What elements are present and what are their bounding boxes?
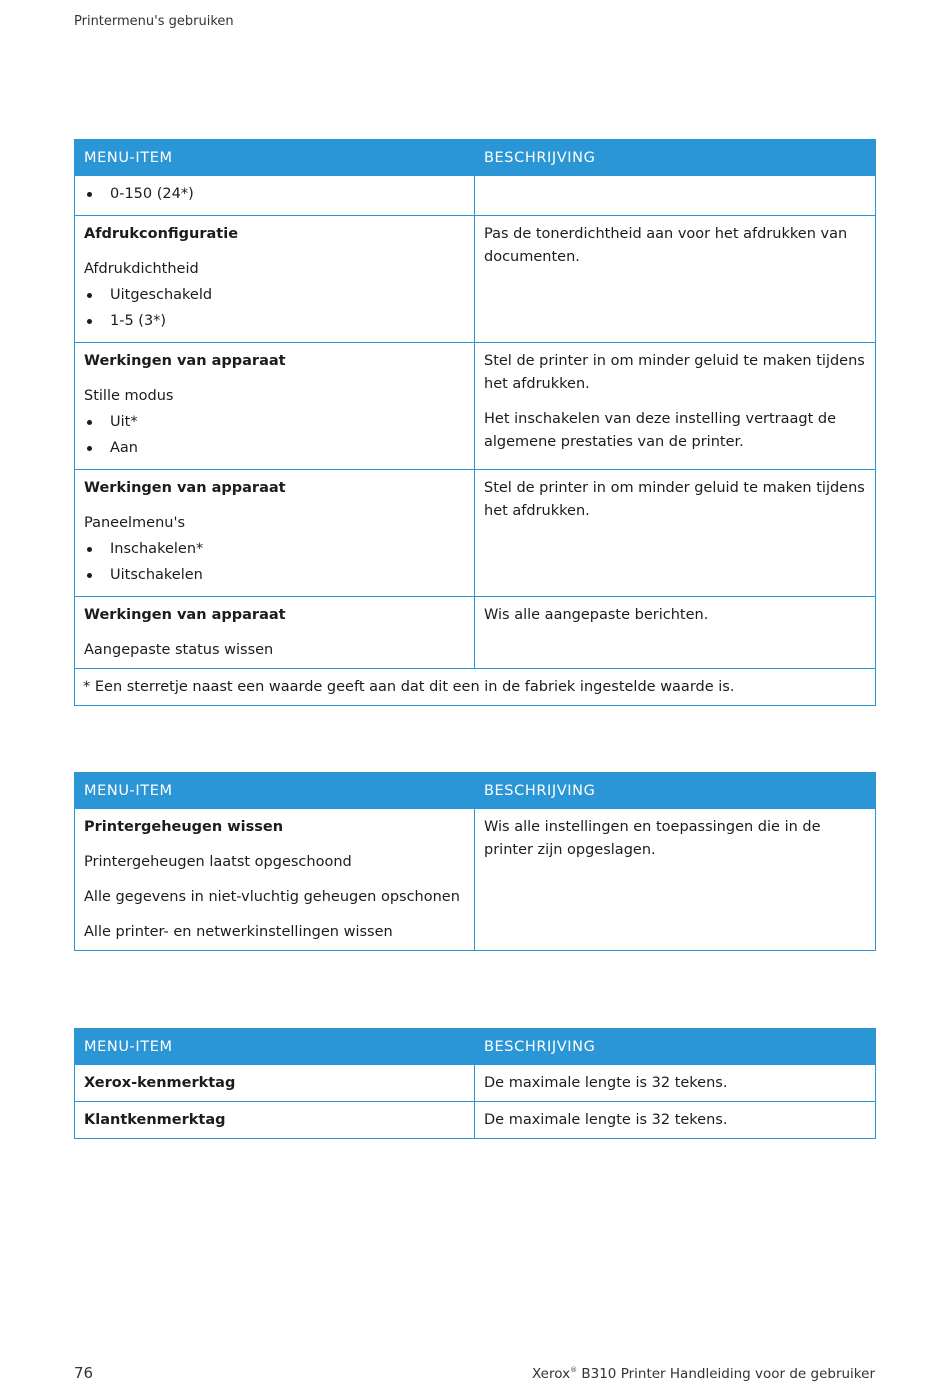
registered-mark: ®	[570, 1366, 578, 1374]
option-item: Uit*	[84, 411, 465, 434]
column-header-menu-item: MENU-ITEM	[75, 140, 475, 176]
running-header: Printermenu's gebruiken	[74, 14, 234, 29]
menu-item-title: Afdrukconfiguratie	[84, 226, 239, 242]
menu-item-subtitle: Afdrukdichtheid	[84, 261, 199, 277]
option-item: 0-150 (24*)	[84, 183, 465, 206]
description-text: Wis alle aangepaste berichten.	[484, 607, 709, 623]
table-footnote: * Een sterretje naast een waarde geeft aan dat dit een in de fabriek ingestelde waarde is.	[75, 669, 876, 706]
option-list	[84, 538, 465, 587]
column-header-menu-item: MENU-ITEM	[75, 1029, 475, 1065]
column-header-description: BESCHRIJVING	[475, 1029, 876, 1065]
description-text: Wis alle instellingen en toepassingen die in de printer zijn opgeslagen.	[484, 819, 821, 858]
option-item: Inschakelen*	[84, 538, 465, 561]
menu-item-subtitle: Printergeheugen laatst opgeschoond	[84, 854, 352, 870]
option-item: Aan	[84, 437, 465, 460]
table-row	[75, 809, 876, 951]
description-cell	[475, 176, 876, 216]
menu-item-subtitle: Alle printer- en netwerkinstellingen wissen	[84, 924, 393, 940]
description-text: Stel de printer in om minder geluid te maken tijdens het afdrukken.	[484, 480, 865, 519]
description-cell	[475, 809, 876, 951]
menu-item-cell	[75, 216, 475, 343]
table-row	[75, 343, 876, 470]
option-item: 1-5 (3*)	[84, 310, 465, 333]
menu-item-cell	[75, 1102, 475, 1139]
menu-table-asset-tags	[74, 1028, 876, 1139]
menu-item-title: Klantkenmerktag	[84, 1112, 226, 1128]
description-cell	[475, 343, 876, 470]
option-item: Uitgeschakeld	[84, 284, 465, 307]
table-row	[75, 1102, 876, 1139]
menu-item-subtitle: Stille modus	[84, 388, 174, 404]
column-header-description: BESCHRIJVING	[475, 140, 876, 176]
menu-item-cell	[75, 1065, 475, 1102]
menu-item-subtitle: Alle gegevens in niet-vluchtig geheugen opschonen	[84, 889, 460, 905]
table-row	[75, 1065, 876, 1102]
description-text: Stel de printer in om minder geluid te maken tijdens het afdrukken.	[484, 353, 865, 392]
table-footnote-row	[75, 669, 876, 706]
description-text: Pas de tonerdichtheid aan voor het afdrukken van documenten.	[484, 226, 848, 265]
menu-item-cell	[75, 176, 475, 216]
description-text: De maximale lengte is 32 tekens.	[484, 1075, 728, 1091]
menu-item-cell	[75, 597, 475, 669]
description-cell	[475, 1102, 876, 1139]
column-header-description: BESCHRIJVING	[475, 773, 876, 809]
table-header-row	[75, 1029, 876, 1065]
footer-document-title	[532, 1366, 875, 1382]
table-row	[75, 470, 876, 597]
menu-item-title: Werkingen van apparaat	[84, 607, 286, 623]
table-header-row	[75, 140, 876, 176]
page-number: 76	[74, 1364, 94, 1382]
table-row	[75, 597, 876, 669]
menu-item-cell	[75, 470, 475, 597]
table-row	[75, 176, 876, 216]
description-text: Het inschakelen van deze instelling vertraagt de algemene prestaties van de printer.	[484, 411, 836, 450]
menu-table-printer-memory	[74, 772, 876, 951]
option-list	[84, 411, 465, 460]
footer-title-text: B310 Printer Handleiding voor de gebruiker	[577, 1366, 875, 1382]
menu-item-title: Werkingen van apparaat	[84, 480, 286, 496]
menu-item-cell	[75, 809, 475, 951]
menu-item-cell	[75, 343, 475, 470]
option-item: Uitschakelen	[84, 564, 465, 587]
menu-item-title: Printergeheugen wissen	[84, 819, 284, 835]
description-cell	[475, 470, 876, 597]
table-row	[75, 216, 876, 343]
option-list	[84, 183, 465, 206]
menu-item-subtitle: Aangepaste status wissen	[84, 642, 274, 658]
table-header-row	[75, 773, 876, 809]
menu-table-print-settings	[74, 139, 876, 706]
column-header-menu-item: MENU-ITEM	[75, 773, 475, 809]
description-cell	[475, 1065, 876, 1102]
menu-item-title: Werkingen van apparaat	[84, 353, 286, 369]
menu-item-title: Xerox-kenmerktag	[84, 1075, 236, 1091]
option-list	[84, 284, 465, 333]
menu-item-subtitle: Paneelmenu's	[84, 515, 186, 531]
description-text: De maximale lengte is 32 tekens.	[484, 1112, 728, 1128]
description-cell	[475, 216, 876, 343]
footer-brand: Xerox	[532, 1366, 571, 1382]
description-cell	[475, 597, 876, 669]
